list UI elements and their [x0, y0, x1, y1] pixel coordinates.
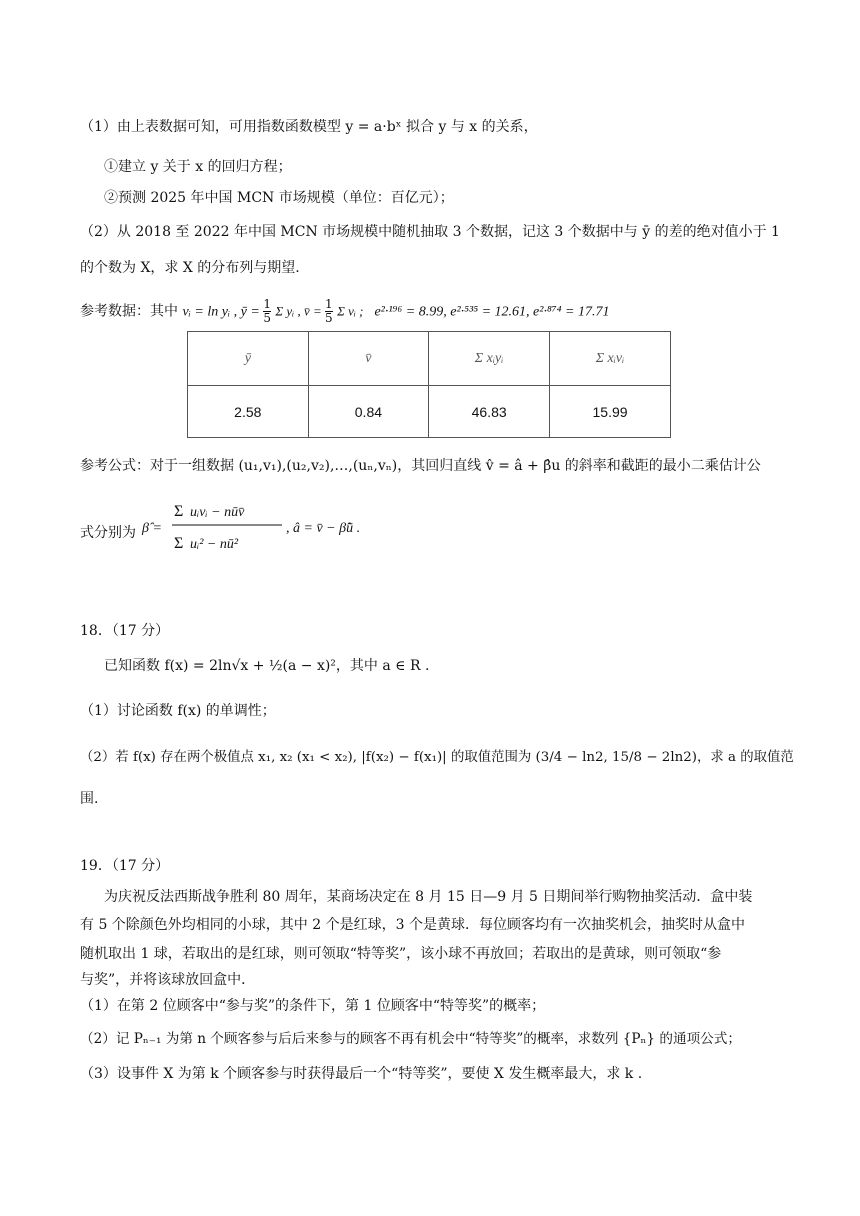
q19-part2: （2）记 Pₙ₋₁ 为第 n 个顾客参与后后来参与的顾客不再有机会中“特等奖”的概率，求数列 {Pₙ} 的通项公式； — [80, 1031, 741, 1047]
ref-data-math: vᵢ = ln yᵢ , ȳ = — [182, 304, 264, 320]
ref-exp-values: e²·¹⁹⁶ = 8.99, e²·⁵³⁵ = 12.61, e²·⁸⁷⁴ = 17.71 — [374, 304, 610, 320]
least-squares-formula — [140, 492, 361, 572]
table-header-cell: Σ xᵢyᵢ — [429, 332, 550, 386]
q19-stem-line1: 为庆祝反法西斯战争胜利 80 周年，某商场决定在 8 月 15 日—9 月 5 日期间举行购物抽奖活动．盒中装 — [104, 889, 753, 905]
svg-text:uᵢvᵢ − nūv̄: uᵢvᵢ − nūv̄ — [190, 505, 245, 520]
q19-stem-line2: 有 5 个除颜色外均相同的小球，其中 2 个是红球，3 个是黄球．每位顾客均有一次抽奖机会，抽奖时从盒中 — [80, 917, 745, 933]
q17-part2-line1: （2）从 2018 至 2022 年中国 MCN 市场规模中随机抽取 3 个数据，记这 3 个数据中与 ȳ 的差的绝对值小于 1 — [80, 224, 780, 240]
ref-data-label: 参考数据：其中 — [80, 303, 178, 320]
q18-title: 18．（17 分） — [80, 623, 170, 639]
q17-ref-data: 参考数据：其中 vᵢ = ln yᵢ , ȳ = $\frac{1}{5}$ Σ yᵢ , v̄ = $\frac{1}{5}$ Σ vᵢ ; e²·¹⁹⁶ = 8.99, e²·⁵³⁵ = 12.61, e²·⁸⁷⁴ = 17.71 — [80, 297, 610, 325]
q19-part1: （1）在第 2 位顾客中“参与奖”的条件下，第 1 位顾客中“特等奖”的概率； — [80, 998, 546, 1014]
q18-part1: （1）讨论函数 f(x) 的单调性； — [80, 703, 276, 719]
q19-stem-line3: 随机取出 1 球，若取出的是红球，则可领取“特等奖”，该小球不再放回；若取出的是黄球，则可领取“参 — [80, 946, 722, 962]
svg-text:β̂ =: β̂ = — [142, 521, 162, 536]
q17-sub1: ①建立 y 关于 x 的回归方程； — [104, 159, 292, 175]
q17-sub2: ②预测 2025 年中国 MCN 市场规模（单位：百亿元）； — [104, 190, 454, 206]
q17-part1: （1）由上表数据可知，可用指数函数模型 y = a·bˣ 拟合 y 与 x 的关系， — [80, 119, 538, 135]
table-header-cell: v̄ — [308, 332, 429, 386]
table-cell: 46.83 — [429, 386, 550, 438]
table-header-cell: Σ xᵢvᵢ — [550, 332, 671, 386]
svg-text:Σ: Σ — [174, 535, 184, 552]
q19-stem-line4: 与奖”，并将该球放回盒中． — [80, 972, 256, 988]
table-header-cell: ȳ — [188, 332, 309, 386]
q17-formula-label: 式分别为 — [80, 525, 136, 541]
fraction-one-fifth: $\frac{1}{5}$ — [263, 297, 271, 325]
reference-table — [187, 331, 671, 438]
table-cell: 15.99 — [550, 386, 671, 438]
table-header-row — [188, 332, 671, 386]
q17-formula-line1: 参考公式：对于一组数据 (u₁,v₁),(u₂,v₂),…,(uₙ,vₙ)，其回归直线 v̂ = â + β̂u 的斜率和截距的最小二乘估计公 — [80, 458, 761, 474]
table-row — [188, 386, 671, 438]
q17-part2-line2: 的个数为 X，求 X 的分布列与期望. — [80, 260, 300, 276]
q18-part2-line1: （2）若 f(x) 存在两个极值点 x₁, x₂ (x₁ < x₂), |f(x₂) − f(x₁)| 的取值范围为 (3/4 − ln2, 15/8 − 2ln2)，求 a 的取值范 — [80, 750, 794, 765]
q18-stem: 已知函数 f(x) = 2ln√x + ½(a − x)²，其中 a ∈ R . — [104, 658, 430, 674]
table-cell: 0.84 — [308, 386, 429, 438]
svg-text:uᵢ² − nū²: uᵢ² − nū² — [190, 537, 239, 552]
q19-part3: （3）设事件 X 为第 k 个顾客参与时获得最后一个“特等奖”，要使 X 发生概率最大，求 k . — [80, 1066, 643, 1082]
svg-text:, â = v̄ − β̂ū .: , â = v̄ − β̂ū . — [286, 521, 361, 536]
q18-part2-line2: 围. — [80, 791, 99, 807]
svg-text:Σ: Σ — [174, 503, 184, 520]
q19-title: 19．（17 分） — [80, 858, 170, 874]
fraction-one-fifth: $\frac{1}{5}$ — [325, 297, 333, 325]
table-cell: 2.58 — [188, 386, 309, 438]
